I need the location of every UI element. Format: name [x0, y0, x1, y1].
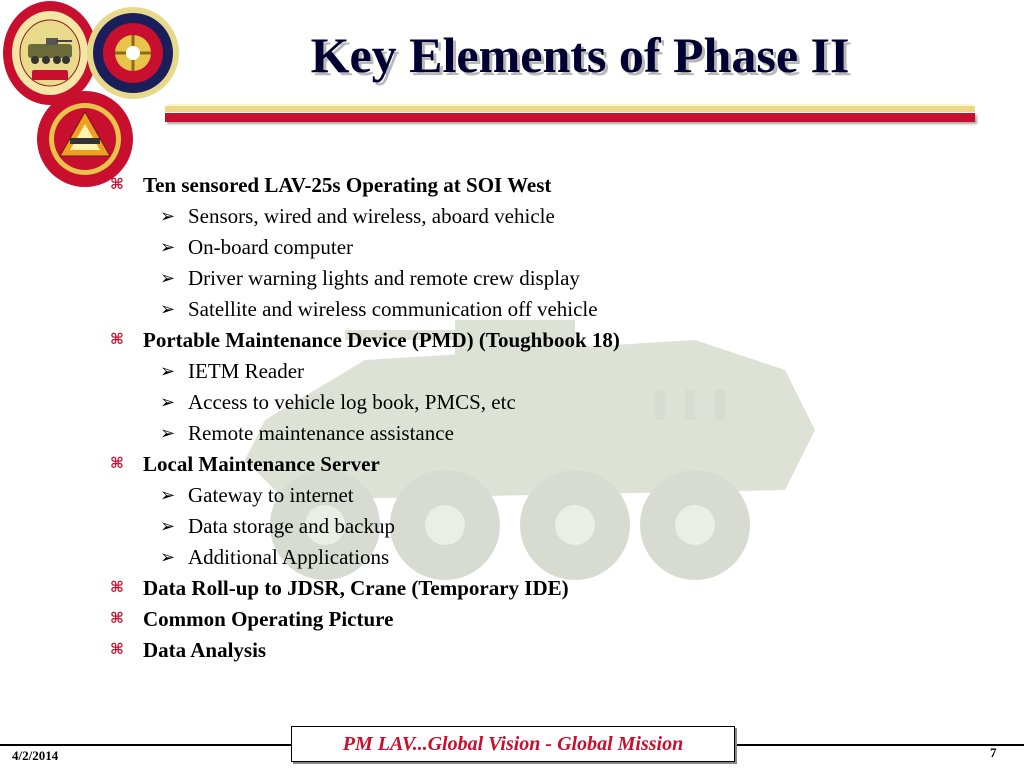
bullet-text: Local Maintenance Server	[143, 452, 380, 476]
sub-bullet-item	[110, 356, 970, 387]
arrow-bullet-icon: ➢	[160, 485, 176, 505]
sub-bullet-text: Driver warning lights and remote crew display	[188, 266, 580, 290]
bullet-item	[110, 635, 970, 666]
arrow-bullet-icon: ➢	[160, 392, 176, 412]
title-rule-gold	[165, 106, 975, 112]
red-bullet-icon: ⌘	[110, 580, 124, 596]
red-bullet-icon: ⌘	[110, 611, 124, 627]
bullet-item	[110, 170, 970, 201]
slide-title: Key Elements of Phase II	[310, 27, 850, 83]
bullet-list	[110, 170, 970, 666]
sub-bullet-text: On-board computer	[188, 235, 354, 259]
footer-motto: PM LAV...Global Vision - Global Mission	[342, 733, 684, 755]
red-bullet-icon: ⌘	[110, 642, 124, 658]
bullet-text: Data Analysis	[143, 638, 267, 662]
arrow-bullet-icon: ➢	[160, 361, 176, 381]
sub-bullet-text: Data storage and backup	[188, 514, 395, 538]
arrow-bullet-icon: ➢	[160, 237, 176, 257]
sub-bullet-text: Access to vehicle log book, PMCS, etc	[188, 390, 516, 414]
arrow-bullet-icon: ➢	[160, 547, 176, 567]
navy-department-seal-icon	[86, 6, 180, 100]
arrow-bullet-icon: ➢	[160, 268, 176, 288]
bullet-item	[110, 325, 970, 356]
sub-bullet-item	[110, 480, 970, 511]
bullet-item	[110, 573, 970, 604]
sub-bullet-item	[110, 542, 970, 573]
sub-bullet-text: Additional Applications	[188, 545, 390, 569]
sub-bullet-item	[110, 201, 970, 232]
arrow-bullet-icon: ➢	[160, 299, 176, 319]
sub-bullet-text: Satellite and wireless communication off vehicle	[188, 297, 598, 321]
sub-bullet-item	[110, 232, 970, 263]
sub-bullet-item	[110, 511, 970, 542]
bullet-text: Data Roll-up to JDSR, Crane (Temporary IDE)	[143, 576, 569, 600]
red-bullet-icon: ⌘	[110, 332, 124, 348]
bullet-text: Common Operating Picture	[143, 607, 394, 631]
footer-date: 4/2/2014	[12, 748, 59, 763]
bullet-item	[110, 604, 970, 635]
sub-bullet-text: Gateway to internet	[188, 483, 354, 507]
arrow-bullet-icon: ➢	[160, 516, 176, 536]
sub-bullet-item	[110, 294, 970, 325]
red-bullet-icon: ⌘	[110, 177, 124, 193]
sub-bullet-item	[110, 263, 970, 294]
sub-bullet-text: Sensors, wired and wireless, aboard vehicle	[188, 204, 555, 228]
bullet-text: Ten sensored LAV-25s Operating at SOI West	[143, 173, 552, 197]
arrow-bullet-icon: ➢	[160, 423, 176, 443]
red-bullet-icon: ⌘	[110, 456, 124, 472]
sub-bullet-text: IETM Reader	[188, 359, 305, 383]
page-number: 7	[990, 745, 997, 760]
footer-motto-box	[291, 726, 735, 762]
sub-bullet-item	[110, 387, 970, 418]
arrow-bullet-icon: ➢	[160, 206, 176, 226]
sub-bullet-item	[110, 418, 970, 449]
bullet-text: Portable Maintenance Device (PMD) (Toughbook 18)	[143, 328, 620, 352]
title-rule-red	[165, 113, 975, 122]
sub-bullet-text: Remote maintenance assistance	[188, 421, 454, 445]
bullet-item	[110, 449, 970, 480]
